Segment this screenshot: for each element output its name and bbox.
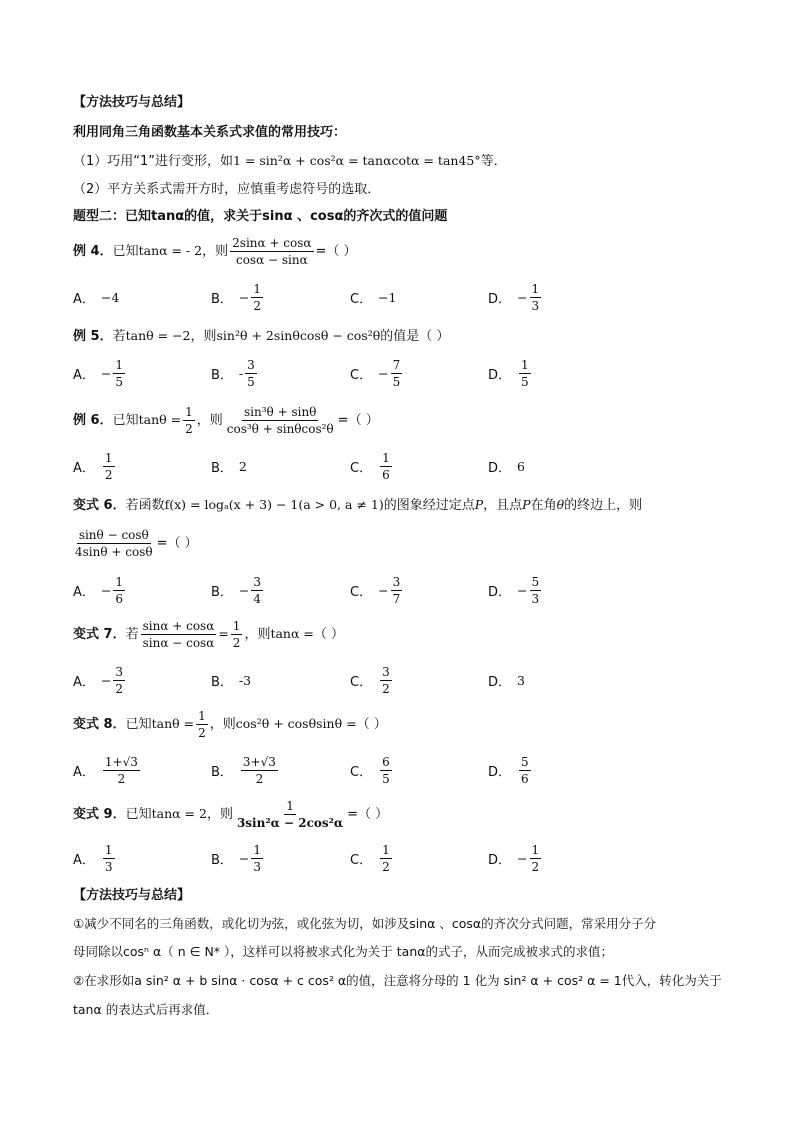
answer-option[interactable] [488, 353, 533, 393]
numerator: 1 [253, 842, 262, 857]
variant-9-question [73, 796, 388, 833]
question-text: 已知 [125, 717, 152, 732]
tip-1-math: 1 = sin²α + cos²α = tanαcotα = tan45° [233, 153, 481, 168]
answer-blank: =（ ） [156, 536, 198, 551]
option-fraction [380, 843, 392, 874]
fraction [183, 405, 195, 436]
condition: tanθ = [151, 716, 195, 731]
option-label: D． [488, 367, 512, 383]
denominator: 5 [115, 374, 124, 389]
numerator: 1 [382, 842, 390, 857]
answer-option[interactable] [488, 570, 543, 610]
answer-option[interactable] [350, 570, 404, 610]
summary-1a: ①减少不同名的三角函数，或化切为弦，或化弦为切，如涉及sinα 、cosα的齐次分式问题，常采用分子分 [73, 916, 657, 931]
option-sign: − [238, 850, 250, 866]
option-fraction [391, 575, 403, 606]
denominator: 2 [382, 681, 390, 696]
option-fraction [251, 282, 263, 313]
answer-option[interactable] [488, 838, 543, 878]
denominator: 2 [198, 726, 206, 740]
option-sign: − [517, 289, 528, 305]
option-fraction [380, 755, 392, 786]
answer-option[interactable] [488, 750, 533, 790]
numerator: 1 [286, 799, 294, 813]
option-sign: − [517, 850, 528, 866]
question-label: 例 6． [73, 413, 113, 428]
option-fraction [391, 358, 403, 389]
option-fraction [103, 843, 115, 874]
section-heading: 【方法技巧与总结】 [73, 95, 191, 110]
answer-blank: =（ ） [337, 413, 379, 428]
angle-label: θ [556, 497, 565, 512]
option-label: B． [211, 584, 233, 600]
option-fraction [530, 575, 542, 606]
variant-8-question [73, 706, 387, 743]
option-fraction [530, 282, 542, 313]
denominator: 3 [253, 859, 262, 874]
option-fraction [380, 451, 392, 482]
tip-1 [73, 152, 507, 171]
option-fraction [113, 665, 125, 696]
denominator: 5 [392, 374, 401, 389]
numerator: sin³θ + sinθ [244, 405, 317, 419]
question-text: ，则 [244, 627, 271, 642]
answer-blank: （ ） [356, 717, 387, 732]
option-value: −1 [378, 289, 397, 305]
answer-option[interactable] [350, 353, 404, 393]
option-label: B． [211, 460, 233, 476]
question-text: ，则 [196, 413, 223, 428]
denominator: 7 [392, 591, 401, 606]
option-fraction [103, 451, 115, 482]
answer-option[interactable] [488, 277, 543, 317]
summary-1b: 母同除以cosⁿ α（ n ∈ N* ），这样可以将被求式化为关于 tanα的式子，从而完成被求式的求值； [73, 944, 613, 959]
numerator: sinθ − cosθ [78, 528, 149, 542]
variant-7-options [73, 660, 733, 700]
answer-option[interactable] [73, 750, 142, 790]
fraction [141, 619, 217, 650]
option-fraction [113, 575, 125, 606]
option-label: C． [350, 460, 373, 476]
condition: tanα = 2 [151, 806, 207, 821]
option-fraction [380, 665, 392, 696]
answer-blank: （ ） [313, 627, 345, 642]
denominator: 2 [253, 298, 262, 313]
denominator: 3 [104, 859, 113, 874]
question-text: 若 [125, 627, 139, 642]
answer-option[interactable] [73, 277, 119, 317]
question-label: 变式 8． [73, 717, 126, 732]
fraction [230, 236, 313, 267]
variant-8-options [73, 750, 733, 790]
function-expression: f(x) = logₐ(x + 3) − 1(a > 0, a ≠ 1) [164, 497, 384, 512]
option-fraction [519, 358, 531, 389]
example-6-question [73, 402, 379, 439]
answer-option[interactable] [211, 838, 265, 878]
denominator: 2 [115, 681, 124, 696]
option-label: B． [211, 367, 233, 383]
answer-option[interactable] [350, 660, 394, 700]
numerator: 5 [521, 754, 529, 769]
variant-7-question [73, 616, 344, 653]
denominator: cos³θ + sinθcos²θ [226, 422, 334, 436]
question-label: 变式 7． [73, 627, 126, 642]
answer-blank: =（ ） [315, 244, 357, 259]
denominator: 2 [117, 771, 126, 786]
answer-option[interactable] [211, 277, 265, 317]
denominator: 5 [521, 374, 529, 389]
denominator: cosα − sinα [235, 253, 308, 267]
condition: tanθ = −2 [125, 328, 191, 343]
option-label: C． [350, 674, 373, 690]
answer-option[interactable] [211, 353, 259, 393]
type-2-title: 题型二：已知tanα的值，求关于sinα 、cosα的齐次式的值问题 [73, 209, 448, 224]
summary-2a: ②在求形如a sin² α + b sinα · cosα + c cos² α的值，注意将分母的 1 化为 sin² α + cos² α = 1代入，转化为关于 [73, 973, 722, 988]
denominator: 6 [115, 591, 124, 606]
question-label: 变式 9． [73, 807, 126, 822]
answer-blank: =（ ） [347, 807, 389, 822]
denominator: 2 [382, 859, 390, 874]
option-label: A． [73, 764, 95, 780]
tip-2: （2）平方关系式需开方时，应慎重考虑符号的选取． [73, 182, 381, 197]
condition: tanθ = [138, 412, 182, 427]
question-text: 的终边上，则 [564, 498, 643, 513]
answer-option[interactable] [73, 446, 117, 486]
answer-option[interactable] [488, 446, 525, 486]
answer-option[interactable] [73, 660, 127, 700]
denominator: 6 [382, 467, 390, 482]
option-value: 3 [517, 672, 525, 688]
denominator: 4 [253, 591, 262, 606]
denominator: 2 [185, 422, 193, 436]
denominator: 3 [531, 298, 540, 313]
option-fraction [530, 843, 542, 874]
question-label: 例 4． [73, 244, 113, 259]
answer-option[interactable] [211, 570, 265, 610]
answer-option[interactable] [211, 660, 251, 700]
option-label: A． [73, 291, 95, 307]
option-fraction [245, 358, 257, 389]
variant-6-options [73, 570, 733, 610]
option-label: D． [488, 584, 512, 600]
option-sign: − [100, 672, 112, 688]
denominator: 4sinθ + cosθ [75, 545, 153, 559]
option-label: A． [73, 460, 95, 476]
option-label: D． [488, 460, 512, 476]
answer-option[interactable] [350, 750, 394, 790]
option-label: B． [211, 674, 233, 690]
option-label: D． [488, 291, 512, 307]
option-label: A． [73, 674, 95, 690]
expression: cos²θ + cosθsinθ = [235, 716, 357, 731]
denominator: 5 [247, 374, 255, 389]
fraction [225, 405, 336, 436]
tip-1-end: 等． [480, 154, 507, 169]
numerator: 7 [392, 357, 401, 372]
option-label: A． [73, 584, 95, 600]
option-fraction [251, 843, 263, 874]
option-label: D． [488, 852, 512, 868]
expression: sin²θ + 2sinθcosθ − cos²θ [216, 328, 381, 343]
option-sign: − [517, 582, 528, 598]
option-sign: − [238, 582, 250, 598]
question-text: 若 [112, 329, 126, 344]
numerator: 1 [104, 450, 113, 465]
fraction [196, 709, 208, 740]
fraction [231, 619, 243, 650]
numerator: 1 [104, 842, 113, 857]
option-sign: - [238, 365, 244, 381]
numerator: 3 [392, 574, 401, 589]
option-fraction [103, 755, 140, 786]
denominator: 2 [232, 636, 241, 650]
answer-option[interactable] [73, 838, 117, 878]
numerator: 5 [531, 574, 540, 589]
option-label: A． [73, 852, 95, 868]
option-label: C． [350, 764, 373, 780]
denominator: 3 [531, 591, 540, 606]
answer-option[interactable] [211, 446, 247, 486]
numerator: 1 [531, 281, 540, 296]
example-5-question [73, 327, 449, 346]
option-label: B． [211, 764, 233, 780]
question-label: 例 5． [73, 329, 113, 344]
numerator: 3 [247, 357, 255, 372]
question-text: ，则 [202, 244, 229, 259]
answer-option[interactable] [73, 570, 127, 610]
option-sign: − [238, 289, 250, 305]
option-value: -3 [238, 672, 252, 688]
option-sign: − [378, 365, 389, 381]
numerator: 1 [198, 709, 206, 723]
numerator: 1 [185, 405, 193, 419]
question-text: ，且点 [483, 498, 523, 513]
option-label: A． [73, 367, 95, 383]
numerator: 3 [253, 574, 262, 589]
tip-1-text: （1）巧用“1”进行变形，如 [73, 154, 234, 169]
question-text: 若函数 [125, 498, 165, 513]
numerator: 1 [521, 357, 529, 372]
numerator: 3 [382, 664, 390, 679]
option-sign: − [100, 365, 112, 381]
numerator: 3 [115, 664, 124, 679]
numerator: 6 [382, 754, 390, 769]
question-text: 的图象经过定点 [383, 498, 475, 513]
intro-text: 利用同角三角函数基本关系式求值的常用技巧： [73, 125, 347, 140]
option-fraction [519, 755, 531, 786]
denominator: 5 [382, 771, 390, 786]
denominator: 2 [255, 771, 264, 786]
summary-2b: tanα 的表达式后再求值． [73, 1002, 219, 1017]
point-label: P [522, 497, 531, 512]
numerator: 1 [253, 281, 262, 296]
variant-6-expression [73, 526, 198, 562]
fraction [235, 799, 345, 830]
option-value: −4 [100, 289, 120, 305]
example-4-question [73, 233, 357, 270]
numerator: 1 [382, 450, 390, 465]
point-label: P [474, 497, 484, 512]
answer-blank: 的值是（ ） [380, 329, 450, 344]
option-sign: − [100, 582, 112, 598]
answer-option[interactable] [488, 660, 525, 700]
option-label: D． [488, 674, 512, 690]
numerator: 1 [115, 357, 124, 372]
option-label: C． [350, 852, 373, 868]
example-4-options [73, 277, 733, 317]
example-6-options [73, 446, 733, 486]
answer-option[interactable] [350, 838, 394, 878]
denominator: 6 [521, 771, 529, 786]
option-label: D． [488, 764, 512, 780]
denominator: 2 [531, 859, 540, 874]
variant-9-options [73, 838, 733, 878]
question-label: 变式 6． [73, 498, 126, 513]
denominator: 2 [104, 467, 113, 482]
numerator: 2sinα + cosα [232, 236, 312, 250]
question-text: 已知 [112, 244, 139, 259]
numerator: 1 [531, 842, 540, 857]
numerator: 1 [115, 574, 124, 589]
numerator: sinα + cosα [142, 619, 215, 633]
question-text: ，则 [190, 329, 217, 344]
variant-6-question [73, 496, 642, 515]
question-text: ，则 [206, 807, 233, 822]
answer-option[interactable] [350, 277, 397, 317]
fraction [73, 528, 155, 559]
option-fraction [113, 358, 125, 389]
section-heading-2: 【方法技巧与总结】 [73, 888, 191, 903]
answer-option[interactable] [350, 446, 394, 486]
option-sign: − [378, 582, 389, 598]
equals-sign: = [218, 626, 229, 641]
option-label: B． [211, 852, 233, 868]
numerator: 1+√3 [104, 754, 138, 769]
question-text: 在角 [530, 498, 557, 513]
numerator: 3+√3 [242, 754, 276, 769]
numerator: 1 [232, 619, 241, 633]
option-label: B． [211, 291, 233, 307]
option-value: 2 [238, 458, 247, 474]
option-label: C． [350, 584, 373, 600]
option-value: 6 [517, 458, 525, 474]
option-label: C． [350, 367, 373, 383]
example-5-options [73, 353, 733, 393]
answer-option[interactable] [73, 353, 127, 393]
condition: tanα = - 2 [138, 243, 203, 258]
option-fraction [241, 755, 278, 786]
denominator: 3sin²α − 2cos²α [236, 816, 344, 830]
option-fraction [251, 575, 263, 606]
question-text: ，则 [209, 717, 236, 732]
answer-option[interactable] [211, 750, 280, 790]
condition: tanα = [270, 626, 314, 641]
question-text: 已知 [125, 807, 152, 822]
question-text: 已知 [112, 413, 139, 428]
denominator: sinα − cosα [142, 636, 215, 650]
option-label: C． [350, 291, 373, 307]
